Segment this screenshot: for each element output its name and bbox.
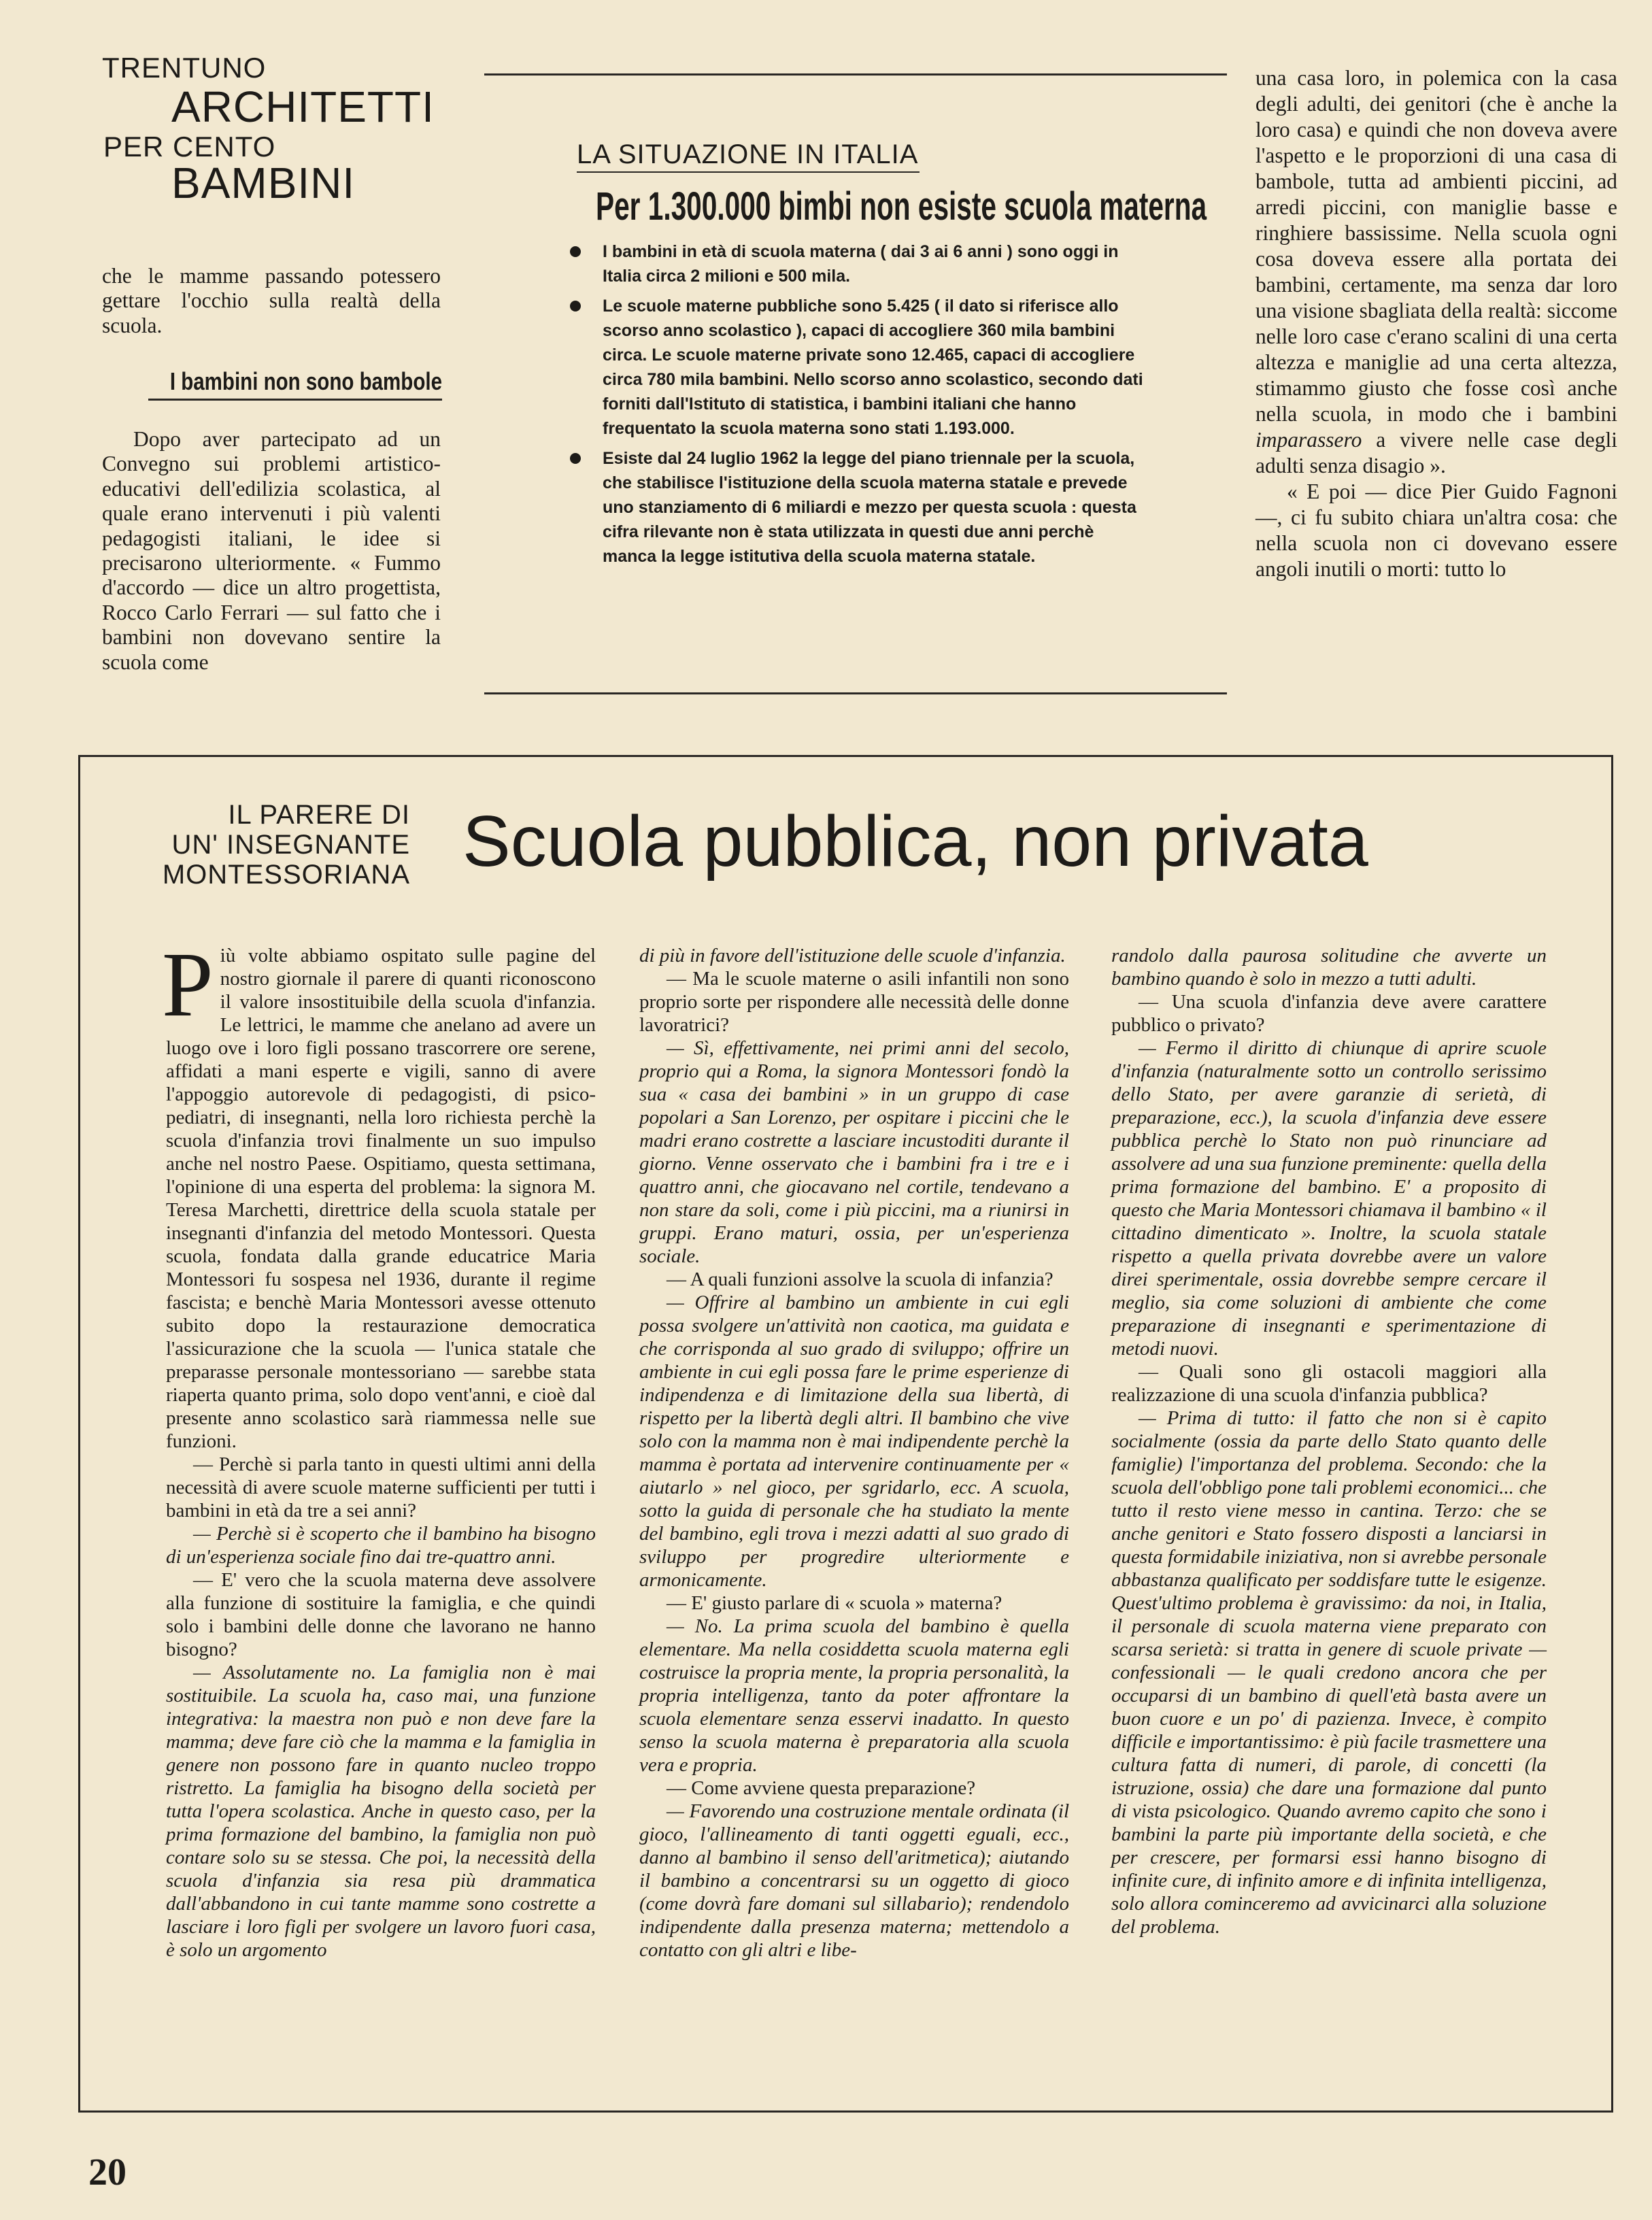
interview-question: — Quali sono gli ostacoli maggiori alla realizzazione di una scuola d'infanzia pubblica? (1111, 1361, 1547, 1406)
subhead-underline (148, 399, 442, 401)
column-1-body (102, 427, 441, 675)
interview-question: — Perchè si parla tanto in questi ultimi anni della necessità di avere scuole materne sufficienti per tutti i bambini in età da tre a sei anni? (166, 1453, 596, 1521)
interview-answer: — Offrire al bambino un ambiente in cui egli possa svolgere un'attività non caotica, ma guidata e che corrisponda al suo grado di sviluppo; offrire un ambiente in cui egli possa fare le prime esperienze di indipendenza e di limitazione della sua libertà, di rispetto per la libertà degli altri. Il bambino che vive solo con la mamma non è mai indipendente perchè la mamma è portata ad intervenire continuamente per « aiutarlo » nel gioco, per sgridarlo, ecc. A scuola, sotto la guida di personale che ha studiato la mente del bambino, egli trova i mezzi adatti al suo grado di sviluppo per progredire ulteriormente e armonicamente. (639, 1292, 1069, 1591)
interview-question: — Come avviene questa preparazione? (667, 1777, 976, 1799)
sidebar-bullet: Esiste dal 24 luglio 1962 la legge del piano triennale per la scuola, che stabilisce l'istituzione della scuola materna statale e prevede uno stanziamento di 6 miliardi e mezzo per questa scuola : questa cifra rilevante non è stata utilizzata in questi due anni perchè manca la legge istitutiva della scuola materna statale. (569, 446, 1148, 569)
sidebar-top-rule (484, 73, 1227, 75)
column-1-top-text: che le mamme passando potessero gettare l'occhio sulla realtà della scuola. (102, 264, 441, 337)
interview-kicker: IL PARERE DI UN' INSEGNANTE MONTESSORIANA (162, 800, 410, 890)
interview-answer: di più in favore dell'istituzione delle scuole d'infanzia. (639, 945, 1066, 966)
sidebar-tag-underline (577, 171, 920, 173)
interview-column-1 (162, 934, 596, 1962)
column-3-paragraph: una casa loro, in polemica con la casa degli adulti, dei genitori (che è anche la loro casa) e quindi che non doveva avere l'aspetto e le proporzioni di una casa di bambole, tutta ad ambienti piccini, ad arredi piccini, con maniglie basse e ringhiere bassissime. Nella scuola ogni cosa doveva essere alla portata dei bambini, certamente, ma senza dar loro una visione sbagliata della realtà: siccome nelle loro case c'erano scalini di una certa altezza e maniglie ad una certa altezza, stimammo giusto che fosse così anche nella scuola, in modo che i bambini imparassero a vivere nelle case degli adulti senza disagio ». (1255, 66, 1618, 477)
bullet-dot-icon (570, 246, 581, 257)
kicker-line-1: TRENTUNO (102, 52, 267, 84)
interview-answer: randolo dalla paurosa solitudine che avverte un bambino quando è solo in mezzo a tutti adulti. (1111, 945, 1547, 990)
interview-paragraph: Più volte abbiamo ospitato sulle pagine del nostro giornale il parere di quanti riconoscono il valore insostituibile della scuola d'infanzia. Le lettrici, le mamme che anelano ad avere un luogo ove i loro figli possano trascorrere ore serene, affidati a mani esperte e vigili, sanno di avere l'appoggio autorevole di pedagogisti, di psico-pediatri, di insegnanti, nella loro richiesta perchè la scuola d'infanzia trovi finalmente un suo impulso anche nel nostro Paese. Ospitiamo, questa settimana, l'opinione di una esperta del problema: la signora M. Teresa Marchetti, direttrice della scuola statale per insegnanti d'infanzia del metodo Montessori. Questa scuola, fondata dalla grande educatrice Maria Montessori fu sospesa nel 1936, durante il regime fascista; e benchè Maria Montessori avesse ottenuto subito dopo la restaurazione democratica l'assicurazione che la scuola — l'unica statale che preparasse personale montessoriano — sarebbe stata riaperta quanto prima, solo dopo vent'anni, e cioè dal presente anno scolastico sarà riammessa nelle sue funzioni. (162, 934, 596, 1452)
sidebar-bullet-list (569, 239, 1148, 574)
sidebar-bullet: Le scuole materne pubbliche sono 5.425 ( il dato si riferisce allo scorso anno scolastico ), capaci di accogliere 360 mila bambini circa. Le scuole materne private sono 12.465, capaci di accogliere circa 780 mila bambini. Nello scorso anno scolastico, secondo dati forniti dall'Istituto di statistica, i bambini italiani che hanno frequentato la scuola materna sono stati 1.193.000. (569, 294, 1148, 441)
column-1-top (102, 264, 441, 338)
interview-answer: — Perchè si è scoperto che il bambino ha bisogno di un'esperienza sociale fino dai tre-quattro anni. (166, 1523, 596, 1568)
interview-question: — Una scuola d'infanzia deve avere carattere pubblico o privato? (1111, 991, 1547, 1036)
interview-question: — E' vero che la scuola materna deve assolvere alla funzione di sostituire la famiglia, e che quindi solo i bambini delle donne che lavorano ne hanno bisogno? (166, 1569, 596, 1660)
kicker-line-2: ARCHITETTI (171, 82, 435, 131)
interview-title: Scuola pubblica, non privata (462, 801, 1368, 881)
column-3 (1255, 65, 1617, 582)
interview-question: — Ma le scuole materne o asili infantili non sono proprio sorte per rispondere alle necessità delle donne lavoratrici? (639, 968, 1069, 1036)
sidebar-bullet: I bambini in età di scuola materna ( dai 3 ai 6 anni ) sono oggi in Italia circa 2 milioni e 500 mila. (569, 239, 1148, 288)
interview-question: — A quali funzioni assolve la scuola di infanzia? (667, 1268, 1053, 1290)
interview-answer: — No. La prima scuola del bambino è quella elementare. Ma nella cosiddetta scuola materna egli costruisce la propria mente, la propria personalità, la propria intelligenza, tanto da poter affrontare la scuola elementare senza esservi inadatto. In questo senso la scuola materna è preparatoria alla scuola vera e propria. (639, 1615, 1069, 1776)
interview-answer: — Fermo il diritto di chiunque di aprire scuole d'infanzia (naturalmente sotto un controllo serissimo dello Stato, per avere garanzie di serietà, di preparazione, ecc.), la scuola d'infanzia deve essere pubblica perchè lo Stato non può rinunciare ad assolvere ad una sua funzione preminente: quella della prima formazione del bambino. E' a proposito di questo che Maria Montessori chiamava il bambino « il cittadino dimenticato ». Inoltre, la scuola statale rispetto a quella privata dovrebbe avere un valore direi sperimentale, ossia dovrebbe sempre cercare il meglio, sia come soluzioni di ambiente che come preparazione di insegnanti e sperimentazione di metodi nuovi. (1111, 1037, 1547, 1360)
sidebar-bottom-rule (484, 692, 1227, 694)
subhead: I bambini non sono bambole (169, 367, 442, 395)
sidebar-headline: Per 1.300.000 bimbi non esiste scuola materna (596, 184, 1207, 229)
bullet-dot-icon (570, 301, 581, 312)
sidebar-tag: LA SITUAZIONE IN ITALIA (577, 139, 919, 169)
interview-answer: — Favorendo una costruzione mentale ordinata (il gioco, l'allineamento di tanti oggetti eguali, ecc., danno al bambino il senso dell'aritmetica); aiutando il bambino a concentrarsi su un oggetto di gioco (come dovrà fare domani sul sillabario); rendendolo indipendente dalla presenza materna; mettendolo a contatto con gli altri e libe- (639, 1800, 1069, 1961)
column-3-paragraph: « E poi — dice Pier Guido Fagnoni —, ci fu subito chiara un'altra cosa: che nella scuola non ci dovevano essere angoli inutili o morti: tutto lo (1255, 480, 1617, 581)
bullet-dot-icon (570, 453, 581, 464)
interview-answer: — Prima di tutto: il fatto che non si è capito socialmente (ossia da parte dello Stato quanto delle famiglie) l'importanza del problema. Secondo: che la scuola dell'obbligo pone tali problemi economici... che tutto il resto viene messo in cantina. Terzo: che se anche genitori e Stato fossero disposti a lanciarsi in questa formidabile iniziativa, non si avrebbe personale abbastanza qualificato per soddisfare tutte le esigenze. Quest'ultimo problema è gravissimo: da noi, in Italia, il personale di scuola materna viene preparato con scarsa serietà: si tratta in genere di scuole private — confessionali — le quali credono ancora che per occuparsi di un bambino di quell'età basta avere un buon cuore e un po' di pazienza. Invece, è compito difficile e importantissimo: è più facile trasmettere una cultura fatta di numeri, di parole, di concetti (la istruzione, ossia) che dare una formazione dal punto di vista psicologico. Quando avremo capito che sono i bambini la parte più importante della società, e che per crescere, per formarsi essi hanno bisogno di infinite cure, di infinito amore e di infinita intelligenza, solo allora cominceremo ad avvicinarci alla soluzione del problema. (1111, 1407, 1547, 1938)
kicker-line-4: BAMBINI (171, 158, 356, 207)
page-number: 20 (88, 2151, 127, 2193)
kicker-line-3: PER CENTO (103, 131, 276, 163)
drop-cap: P (162, 934, 214, 1036)
interview-answer: — Assolutamente no. La famiglia non è mai sostituibile. La scuola ha, caso mai, una funzione integrativa: la maestra non può e non deve fare la mamma; deve fare ciò che la mamma e la famiglia in genere non possono fare in quanto nucleo troppo ristretto. La famiglia ha bisogno della società per tutta l'opera scolastica. Anche in questo caso, per la prima formazione del bambino, la famiglia non può contare solo su se stessa. Che poi, la necessità della scuola d'infanzia sia resa più drammatica dall'abbandono in cui tante mamme sono costrette a lasciare i loro figli per svolgere un lavoro fuori casa, è solo un argomento (166, 1662, 596, 1961)
interview-answer: — Sì, effettivamente, nei primi anni del secolo, proprio qui a Roma, la signora Montessori fondò la sua « casa dei bambini » in un gruppo di case popolari a San Lorenzo, per ospitare i piccini che le madri erano costrette a lasciare incustoditi durante il giorno. Venne osservato che i bambini fra i tre e i quattro anni, che giocavano nel cortile, tendevano a non stare da soli, come i più piccini, ma a riunirsi in gruppi. Erano maturi, ossia, per un'esperienza sociale. (639, 1037, 1069, 1267)
interview-question: — E' giusto parlare di « scuola » materna? (667, 1592, 1002, 1614)
interview-column-3 (1111, 944, 1547, 1938)
column-1-body-text: Dopo aver partecipato ad un Convegno sui problemi artistico-educativi dell'edilizia scolastica, al quale erano intervenuti i più valenti pedagogisti italiani, le idee si precisarono ulteriormente. « Fummo d'accordo — dice un altro progettista, Rocco Carlo Ferrari — sul fatto che i bambini non dovevano sentire la scuola come (102, 427, 441, 674)
interview-column-2 (639, 944, 1069, 1962)
